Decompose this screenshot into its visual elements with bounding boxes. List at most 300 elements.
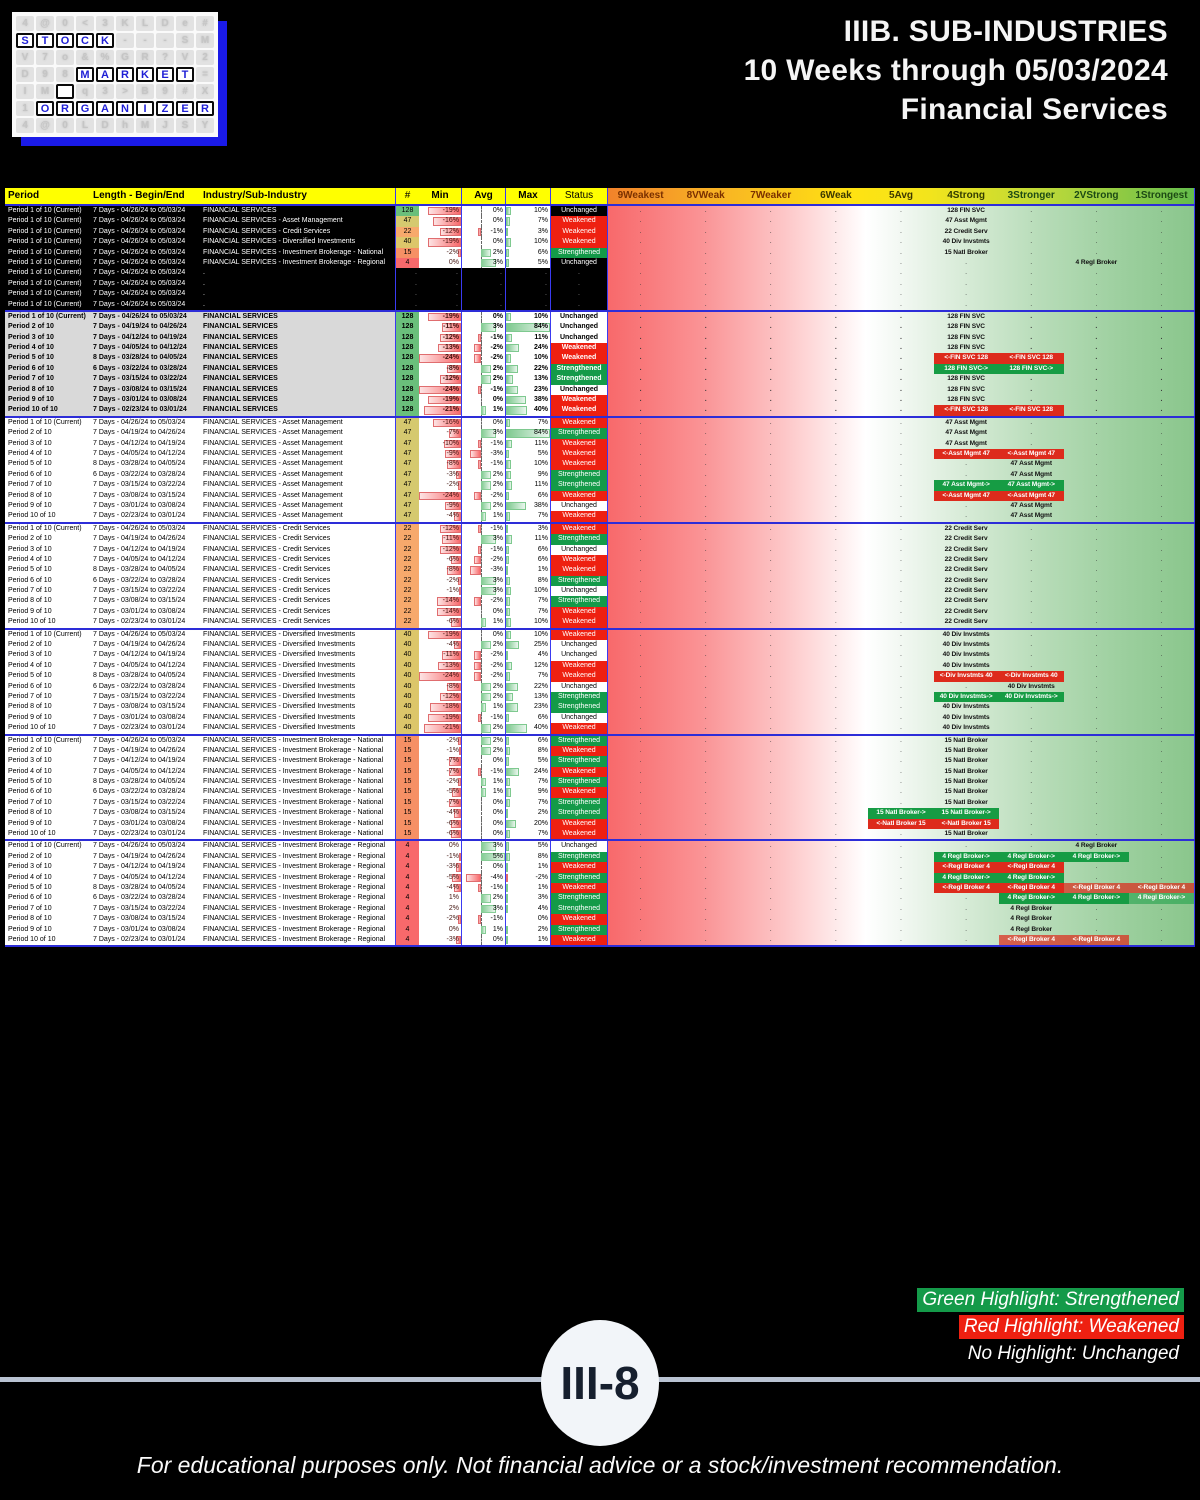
- dot: .: [1160, 248, 1163, 256]
- dot: .: [1030, 333, 1033, 341]
- dot: .: [769, 724, 772, 732]
- avg-bar: [470, 450, 482, 458]
- industry-cell: FINANCIAL SERVICES: [203, 207, 277, 214]
- logo-blank-tile: B: [136, 84, 154, 99]
- spread-cell: [608, 736, 673, 746]
- max-cell: [505, 841, 550, 851]
- spread-cell: [673, 893, 738, 903]
- dot: .: [1095, 682, 1098, 690]
- spread-cell: [934, 364, 999, 374]
- table-row: [5, 841, 1195, 851]
- dot: .: [639, 344, 642, 352]
- period-cell: Period 1 of 10 (Current): [8, 207, 82, 214]
- period-cell: Period 3 of 10: [5, 650, 91, 660]
- max-bar: [506, 546, 509, 554]
- avg-cell: [461, 671, 505, 681]
- spread-cell: [738, 534, 803, 544]
- max-value: 6%: [537, 248, 548, 256]
- dot: .: [769, 863, 772, 871]
- spread-cell: [608, 491, 673, 501]
- count-cell: 15: [395, 787, 419, 797]
- column-header-spread: 4Strong: [947, 190, 985, 201]
- avg-zero-axis: [481, 671, 482, 681]
- dot: .: [1095, 713, 1098, 721]
- dot: .: [1160, 375, 1163, 383]
- spread-cells: [607, 439, 1195, 449]
- logo-letter-tile: R: [56, 101, 74, 116]
- avg-value: -1%: [490, 385, 503, 393]
- spread-cell: [999, 322, 1064, 332]
- spread-cell: [608, 312, 673, 322]
- spread-cell: [934, 418, 999, 428]
- dot: .: [900, 788, 902, 796]
- spread-cell: [673, 586, 738, 596]
- spread-cell: [868, 428, 933, 438]
- spread-cell: [868, 268, 933, 278]
- spread-cell: [803, 300, 868, 310]
- dot: .: [1030, 767, 1033, 775]
- spread-cell: [999, 787, 1064, 797]
- min-cell: [419, 787, 461, 797]
- dot: .: [1160, 566, 1163, 574]
- spread-cell: [1129, 935, 1194, 945]
- logo-letter-tile: I: [136, 101, 154, 116]
- avg-value: 2%: [492, 724, 503, 732]
- spread-cell: [934, 268, 999, 278]
- min-value: -2%: [446, 481, 459, 489]
- avg-zero-axis: [481, 237, 482, 247]
- min-cell: [419, 841, 461, 851]
- status-cell: Weakened: [550, 787, 607, 797]
- avg-bar: [481, 502, 490, 510]
- spread-cells: [607, 841, 1195, 851]
- max-cell: [505, 374, 550, 384]
- spread-cell: [1064, 787, 1129, 797]
- max-value: 1%: [537, 935, 548, 943]
- avg-value: -1%: [490, 545, 503, 553]
- spread-cell: [868, 312, 933, 322]
- dot: .: [834, 819, 837, 827]
- spread-cell: [608, 682, 673, 692]
- spread-cell: [1064, 756, 1129, 766]
- spread-cell: [999, 418, 1064, 428]
- max-value: 3%: [537, 227, 548, 235]
- dot: .: [834, 915, 837, 923]
- avg-cell: [461, 439, 505, 449]
- dot: .: [704, 597, 707, 605]
- dot: .: [769, 618, 772, 626]
- max-bar: [506, 207, 511, 215]
- dot: .: [1160, 290, 1163, 298]
- spread-cell: [999, 682, 1064, 692]
- dot: .: [1095, 429, 1098, 437]
- spread-cell: [1064, 227, 1129, 237]
- count-cell: 128: [395, 374, 419, 384]
- count-cell: 4: [395, 862, 419, 872]
- table-row: [5, 852, 1195, 862]
- spread-cell: [868, 808, 933, 818]
- period-cell: Period 3 of 10: [5, 333, 91, 343]
- max-cell: [505, 777, 550, 787]
- logo-blank-tile: 7: [36, 50, 54, 65]
- table-row: [5, 607, 1195, 617]
- period-cell: Period 1 of 10 (Current): [8, 290, 82, 298]
- dot: .: [1095, 767, 1098, 775]
- avg-value: 3%: [492, 576, 503, 584]
- avg-cell: [461, 702, 505, 712]
- spread-cell: [934, 289, 999, 299]
- max-value: 13%: [533, 375, 548, 383]
- max-cell: [505, 819, 550, 829]
- dot: .: [1160, 481, 1163, 489]
- dot: .: [900, 364, 902, 372]
- dot: .: [1095, 597, 1098, 605]
- status-cell: Unchanged: [550, 206, 607, 216]
- status-cell: Weakened: [550, 555, 607, 565]
- min-value: -8%: [446, 566, 459, 574]
- dot: .: [639, 587, 642, 595]
- dot: .: [1095, 788, 1098, 796]
- length-cell: 7 Days - 03/15/24 to 03/22/24: [91, 480, 201, 490]
- table-row: [5, 480, 1195, 490]
- spread-cell: [673, 279, 738, 289]
- logo-blank-tile: #: [176, 84, 194, 99]
- spread-cell: [999, 534, 1064, 544]
- spread-cell: [1129, 777, 1194, 787]
- spread-cell: [1129, 873, 1194, 883]
- column-header-spread: 6Weak: [820, 190, 852, 201]
- spread-cell: [934, 935, 999, 945]
- industry-cell: FINANCIAL SERVICES - Asset Management: [201, 428, 395, 438]
- spread-cell: [738, 480, 803, 490]
- spread-cell: [803, 904, 868, 914]
- length-cell: 7 Days - 04/05/24 to 04/12/24: [91, 661, 201, 671]
- min-cell: [419, 418, 461, 428]
- dot: .: [1160, 692, 1163, 700]
- period-cell: Period 8 of 10: [5, 596, 91, 606]
- dot: .: [1030, 809, 1033, 817]
- spread-cell: [1129, 661, 1194, 671]
- spread-cells: [607, 501, 1195, 511]
- max-value: 11%: [534, 481, 548, 489]
- dot: .: [704, 863, 707, 871]
- dot: .: [704, 524, 707, 532]
- dot: .: [900, 491, 902, 499]
- industry-cell: FINANCIAL SERVICES - Credit Services: [201, 576, 395, 586]
- spread-cell: [673, 596, 738, 606]
- spread-cell: [673, 925, 738, 935]
- dot: .: [834, 618, 837, 626]
- avg-value: -1%: [490, 227, 503, 235]
- spread-cell: [673, 511, 738, 521]
- avg-zero-axis: [481, 596, 482, 606]
- spread-cell: [868, 480, 933, 490]
- spread-cell: [999, 883, 1064, 893]
- spread-cell: [803, 829, 868, 839]
- spread-marker: 4 Regl Broker: [1010, 915, 1052, 923]
- avg-cell: [461, 459, 505, 469]
- spread-cell: [1129, 756, 1194, 766]
- count-cell: 15: [395, 808, 419, 818]
- dot: .: [639, 682, 642, 690]
- dot: .: [769, 641, 772, 649]
- max-value: 11%: [534, 439, 548, 447]
- max-bar: [506, 884, 508, 892]
- dot: .: [900, 692, 902, 700]
- dot: .: [1160, 524, 1163, 532]
- industry-cell: FINANCIAL SERVICES - Diversified Investments: [201, 650, 395, 660]
- period-cell: Period 4 of 10: [5, 873, 91, 883]
- max-cell: [505, 565, 550, 575]
- avg-cell: [461, 343, 505, 353]
- spread-cell: [999, 405, 1064, 415]
- count-cell: 40: [395, 682, 419, 692]
- max-value: 23%: [533, 703, 548, 711]
- dot: .: [769, 385, 772, 393]
- spread-cell: [868, 767, 933, 777]
- dot: .: [834, 323, 837, 331]
- spread-cells: [607, 808, 1195, 818]
- dot: .: [639, 364, 642, 372]
- dot: .: [1030, 344, 1033, 352]
- status-cell: Unchanged: [550, 258, 607, 268]
- dot: .: [769, 798, 772, 806]
- dot: .: [1095, 819, 1098, 827]
- max-bar: [506, 693, 513, 701]
- max-value: 20%: [533, 819, 548, 827]
- dot: .: [1095, 661, 1098, 669]
- logo-letter-tile: Z: [156, 101, 174, 116]
- dot: .: [834, 842, 837, 850]
- dot: .: [900, 884, 902, 891]
- dot: .: [834, 279, 837, 287]
- spread-cell: [1064, 237, 1129, 247]
- industry-cell: FINANCIAL SERVICES - Investment Brokerage - National: [201, 736, 395, 746]
- spread-cell: [673, 374, 738, 384]
- dot: .: [1095, 915, 1098, 923]
- dot: .: [1160, 873, 1163, 881]
- dot: .: [1095, 672, 1098, 680]
- dot: .: [1030, 227, 1033, 235]
- dot: .: [900, 460, 902, 468]
- spread-cell: [673, 576, 738, 586]
- dot: .: [704, 798, 707, 806]
- status-cell: Weakened: [550, 395, 607, 405]
- spread-marker: 4 Regl Broker: [1075, 842, 1118, 850]
- avg-cell: [461, 364, 505, 374]
- max-cell: [505, 586, 550, 596]
- spread-cell: [1064, 617, 1129, 627]
- spread-marker: <-Asst Mgmt 47: [934, 491, 999, 501]
- max-bar: [506, 757, 509, 765]
- avg-zero-axis: [481, 343, 482, 353]
- spread-marker: 22 Credit Serv: [944, 555, 988, 563]
- dot: .: [456, 279, 458, 287]
- dot: .: [639, 925, 642, 933]
- spread-cell: [608, 713, 673, 723]
- count-cell: 40: [395, 723, 419, 733]
- status-cell: Strengthened: [550, 692, 607, 702]
- dot: .: [900, 312, 902, 320]
- spread-cell: [1064, 470, 1129, 480]
- spread-cells: [607, 555, 1195, 565]
- logo-letter-tile: K: [136, 67, 154, 82]
- spread-marker: 47 Asst Mgmt: [945, 418, 987, 426]
- dot: .: [900, 587, 902, 595]
- dot: .: [834, 904, 837, 912]
- period-cell: Period 10 of 10: [5, 829, 91, 839]
- dot: .: [1030, 207, 1033, 214]
- dot: .: [1030, 641, 1033, 649]
- dot: .: [834, 630, 837, 638]
- count-cell: 15: [395, 746, 419, 756]
- spread-marker: 47 Asst Mgmt: [945, 429, 987, 437]
- dot: .: [1030, 323, 1033, 331]
- max-value: 7%: [537, 217, 548, 225]
- logo-blank-tile: =: [196, 67, 214, 82]
- avg-cell: [461, 555, 505, 565]
- max-cell: [505, 883, 550, 893]
- spread-cell: [1129, 364, 1194, 374]
- spread-cell: [1064, 418, 1129, 428]
- period-cell: Period 3 of 10: [5, 545, 91, 555]
- spread-marker: 40 Div Invstmts: [942, 630, 990, 638]
- dot: .: [769, 713, 772, 721]
- dot: .: [900, 300, 902, 308]
- spread-cell: [868, 545, 933, 555]
- status-cell: Unchanged: [550, 545, 607, 555]
- industry-cell: FINANCIAL SERVICES - Investment Brokerage - National: [201, 777, 395, 787]
- dot: .: [545, 279, 547, 287]
- spread-cell: [673, 449, 738, 459]
- max-value: 84%: [533, 429, 548, 437]
- dot: .: [769, 429, 772, 437]
- dot: .: [900, 481, 902, 489]
- legend-unchanged: No Highlight: Unchanged: [967, 1343, 1179, 1364]
- dot: .: [769, 925, 772, 933]
- dot: .: [1160, 618, 1163, 626]
- max-value: 9%: [537, 470, 548, 478]
- spread-cell: [999, 736, 1064, 746]
- spread-cell: [738, 459, 803, 469]
- spread-cell: [803, 279, 868, 289]
- max-value: 1%: [537, 566, 548, 574]
- dot: .: [639, 819, 642, 827]
- spread-cell: [868, 395, 933, 405]
- spread-cell: [738, 258, 803, 268]
- min-value: 1%: [448, 894, 459, 902]
- avg-bar: [478, 714, 482, 722]
- industry-cell: FINANCIAL SERVICES - Diversified Investments: [201, 671, 395, 681]
- length-cell: 8 Days - 03/28/24 to 04/05/24: [91, 777, 201, 787]
- count-cell: 4: [395, 935, 419, 945]
- spread-cells: [607, 671, 1195, 681]
- max-value: 6%: [537, 545, 548, 553]
- spread-cell: [934, 904, 999, 914]
- dot: .: [769, 290, 772, 298]
- max-cell: [505, 914, 550, 924]
- industry-cell: FINANCIAL SERVICES - Asset Management: [201, 501, 395, 511]
- industry-cell: FINANCIAL SERVICES - Diversified Investments: [201, 723, 395, 733]
- avg-cell: [461, 470, 505, 480]
- length-cell: 8 Days - 03/28/24 to 04/05/24: [91, 459, 201, 469]
- min-value: -1%: [446, 587, 459, 595]
- dot: .: [965, 915, 968, 923]
- min-value: -12%: [442, 375, 459, 383]
- dot: .: [965, 935, 968, 943]
- min-value: -19%: [442, 396, 459, 404]
- dot: .: [1030, 830, 1033, 838]
- spread-cell: [803, 227, 868, 237]
- max-cell: [505, 289, 550, 299]
- status-cell: Unchanged: [550, 586, 607, 596]
- dot: .: [704, 258, 707, 266]
- avg-cell: [461, 862, 505, 872]
- dot: .: [900, 607, 902, 615]
- count-cell: 15: [395, 767, 419, 777]
- logo-letter-tile: G: [76, 101, 94, 116]
- spread-cell: [934, 713, 999, 723]
- spread-cell: [868, 353, 933, 363]
- status-cell: Weakened: [550, 459, 607, 469]
- spread-cell: [803, 925, 868, 935]
- spread-cell: [1129, 829, 1194, 839]
- spread-cell: [738, 935, 803, 945]
- spread-cell: [738, 829, 803, 839]
- dot: .: [769, 248, 772, 256]
- spread-cell: [803, 395, 868, 405]
- spread-cell: [608, 798, 673, 808]
- dot: .: [834, 460, 837, 468]
- period-cell: Period 7 of 10: [5, 798, 91, 808]
- min-cell: [419, 736, 461, 746]
- spread-cell: [1129, 237, 1194, 247]
- dot: .: [834, 576, 837, 584]
- spread-cell: [999, 640, 1064, 650]
- spread-cell: [738, 862, 803, 872]
- dot: .: [834, 524, 837, 532]
- table-row: [5, 374, 1195, 384]
- max-cell: [505, 576, 550, 586]
- dot: .: [1160, 323, 1163, 331]
- max-value: 10%: [533, 207, 548, 214]
- max-value: 1%: [537, 884, 548, 891]
- spread-marker: <-Asst Mgmt 47: [999, 449, 1064, 459]
- period-cell: Period 5 of 10: [5, 883, 91, 893]
- spread-cell: [673, 206, 738, 216]
- spread-cell: [934, 798, 999, 808]
- max-bar: [506, 440, 512, 448]
- avg-zero-axis: [481, 491, 482, 501]
- spread-cell: [1064, 216, 1129, 226]
- spread-cell: [934, 322, 999, 332]
- spread-cell: [738, 501, 803, 511]
- avg-value: 3%: [492, 587, 503, 595]
- dot: .: [1160, 207, 1163, 214]
- dot: .: [900, 798, 902, 806]
- avg-zero-axis: [481, 661, 482, 671]
- avg-value: 1%: [492, 618, 503, 626]
- spread-cell: [673, 808, 738, 818]
- avg-cell: [461, 713, 505, 723]
- spread-cell: [738, 893, 803, 903]
- count-cell: 47: [395, 501, 419, 511]
- spread-cell: [738, 343, 803, 353]
- dot: .: [639, 238, 642, 246]
- dot: .: [704, 873, 707, 881]
- spread-cell: [738, 586, 803, 596]
- avg-value: 1%: [492, 925, 503, 933]
